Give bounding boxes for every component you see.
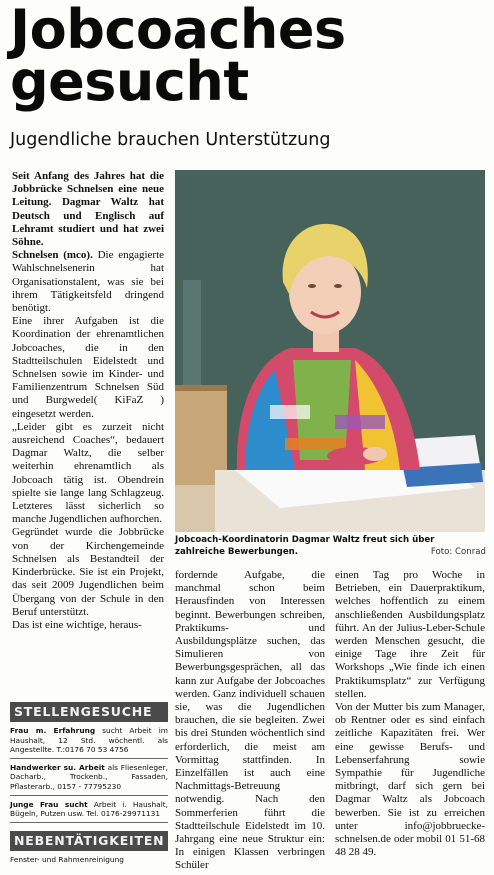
classified-ad bbox=[10, 800, 168, 823]
headline-line-1: Jobcoaches bbox=[10, 0, 346, 61]
paragraph: Das ist eine wichtige, heraus- bbox=[12, 618, 142, 631]
paragraph: Von der Mutter bis zum Manager, ob Rentner oder es sind einfach zeitliche Kapazitäten frei. Wer eine gewisse Berufs- und Lebenserfahrung sowie Sympathie für Jugendliche mitbringt, darf sich gern bei Dagmar Waltz als Jobcoach bewerben. Sie ist zu erreichen unter info@jobbruecke-schnelsen.de oder mobil 01 51-68 48 28 49. bbox=[335, 701, 485, 859]
nebentaetigkeiten-header: NEBENTÄTIGKEITEN bbox=[10, 831, 168, 851]
article-photo bbox=[175, 170, 485, 532]
ad-title: Frau m. Erfahrung bbox=[10, 726, 96, 735]
article-column-3 bbox=[335, 569, 485, 859]
classified-ad bbox=[10, 763, 168, 796]
paragraph-text: Die engagierte Wahlschnelsenerin hat Organisationstalent, was sie bei ihrem Tätigkeitsfeld dringend benötigt. bbox=[12, 249, 165, 315]
ad-text: sucht Arbeit im Haushalt, 12 Std. wöchentl. als Angestellte. T.:0176 70 53 4756 bbox=[10, 726, 168, 755]
classifieds bbox=[10, 702, 168, 864]
paragraph: „Leider gibt es zurzeit nicht ausreichend Coaches“, bedauert Dagmar Waltz, die selber weiterhin ehrenamtlich als Jobcoach tätig ist. Obendrein spielte sie lange lang Schlagzeug. Letzteres lässt sicherlich so manche Jugendlichen aufhorchen. bbox=[12, 420, 164, 526]
ad-title: Handwerker su. Arbeit bbox=[10, 762, 105, 772]
article-column-2 bbox=[175, 569, 325, 873]
subheadline: Jugendliche brauchen Unterstützung bbox=[10, 130, 331, 150]
paragraph: Gegründet wurde die Jobbrücke von der Kirchengemeinde Schnelsen als Bestandteil der Kinderbrücke. Sie ist ein Projekt, das seit 2009 Jugendlichen beim Übergang von der Schule in den Beruf unterstützt. bbox=[12, 526, 164, 618]
headline-line-2: gesucht bbox=[10, 50, 249, 113]
photo-credit: Foto: Conrad bbox=[430, 547, 486, 557]
article-lead: Seit Anfang des Jahres hat die Jobbrücke Schnelsen eine neue Leitung. Dagmar Waltz hat Deutsch und Englisch auf Lehramt studiert und hat zwei Söhne. bbox=[12, 170, 164, 249]
dateline: Schnelsen (mco). bbox=[12, 249, 93, 262]
paragraph: fordernde Aufgabe, die manchmal schon beim Herausfinden von Interessen beginnt. Bewerbungen schreiben, Praktikums- und Ausbildungsplätze suchen, das Simulieren von Bewerbungsgesprächen, all das kann zur Aufgabe der Jobcoaches werden. Ganz individuell schauen sie, was die Jugendlichen brauchen, die sie begleiten. Zwei bis drei Stunden wöchentlich sind erforderlich, die meist am Vormittag stattfinden. In Einzelfällen ist auch eine Nachmittags-Betreuung notwendig. Nach den Sommerferien führt die Stadtteilschule Eidelstedt im 10. Jahrgang eine neue Struktur ein: In einigen Klassen verbringen Schüler bbox=[175, 569, 325, 872]
photo-illustration bbox=[175, 170, 485, 532]
ad-text: als Fliesenleger, Dacharb., Trockenb., Fassaden, Pflasterarb., 0157 - 77795230 bbox=[10, 762, 168, 791]
ad-title: Junge Frau sucht bbox=[10, 799, 88, 809]
headline bbox=[10, 0, 490, 113]
article-column-1 bbox=[12, 170, 164, 632]
classified-ad-cut: Fenster- und Rahmenreinigung bbox=[10, 854, 124, 864]
classified-ad bbox=[10, 726, 168, 759]
paragraph bbox=[12, 249, 164, 315]
paragraph: Eine ihrer Aufgaben ist die Koordination der ehrenamtlichen Jobcoaches, die in den Stadtteilschulen Eidelstedt und Schnelsen sowie im Kinder- und Familienzentrum Schnelsen Süd und Burgwedel( KiFaZ ) eingesetzt werden. bbox=[12, 315, 164, 420]
stellengesuche-header: STELLENGESUCHE bbox=[10, 702, 168, 722]
photo-caption: Jobcoach-Koordinatorin Dagmar Waltz freut sich über zahlreiche Bewerbungen. bbox=[175, 535, 435, 557]
paragraph: einen Tag pro Woche in Betrieben, ein Dauerpraktikum, welches hoffentlich zu einem anschließenden Ausbildungsplatz führt. An der Julius-Leber-Schule werden Menschen gesucht, die einige Tage ihre Zeit für Workshops „Wie finde ich einen Praktikumsplatz“ zur Verfügung stellen. bbox=[335, 569, 485, 700]
ad-text: Arbeit i. Haushalt, Bügeln, Putzen usw. Tel. 0176-29971131 bbox=[10, 799, 168, 819]
